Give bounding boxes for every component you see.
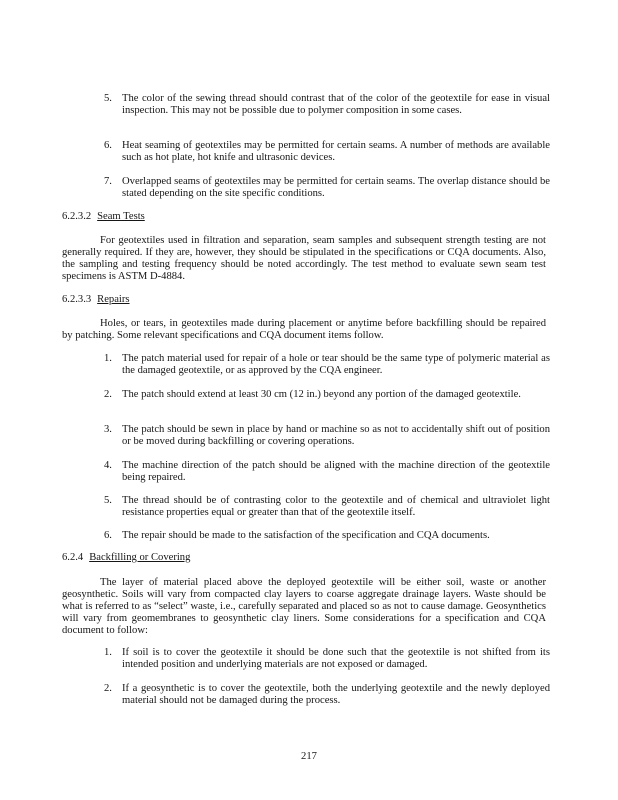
list-item: [104, 683, 550, 707]
list-item: [104, 353, 550, 377]
section-number: 6.2.4: [62, 552, 84, 563]
page-number: 217: [301, 751, 317, 762]
list-item-number: 5.: [104, 495, 112, 506]
list-item-number: 2.: [104, 683, 112, 694]
list-item-number: 2.: [104, 389, 112, 400]
section-title: Seam Tests: [97, 211, 145, 222]
list-item-number: 6.: [104, 530, 112, 541]
section-number: 6.2.3.3: [62, 294, 92, 305]
list-item: [104, 389, 550, 401]
list-item-text: The patch should extend at least 30 cm (12 in.) beyond any portion of the damaged geotextile.: [122, 389, 521, 400]
list-item-number: 3.: [104, 424, 112, 435]
list-item-text: The thread should be of contrasting color to the geotextile and of chemical and ultraviolet light resistance properties equal or greater than that of the geotextile itself.: [122, 495, 550, 518]
list-item-number: 4.: [104, 460, 112, 471]
paragraph-repairs: Holes, or tears, in geotextiles made during placement or anytime before backfilling should be repaired by patching. Some relevant specifications and CQA document items follow.: [62, 318, 546, 341]
paragraph-seam-tests: For geotextiles used in filtration and separation, seam samples and subsequent strength testing are not generally required. If they are, however, they should be stipulated in the specifications or CQA documents. Also, the sampling and testing frequency should be noted accordingly. The test method to evaluate sewn seam test specimens is ASTM D-4884.: [62, 235, 546, 282]
list-item-text: Heat seaming of geotextiles may be permitted for certain seams. A number of methods are available such as hot plate, hot knife and ultrasonic devices.: [122, 140, 550, 163]
list-item-text: If soil is to cover the geotextile it should be done such that the geotextile is not shifted from its intended position and underlying materials are not exposed or damaged.: [122, 647, 550, 670]
section-heading-repairs: [62, 294, 130, 306]
list-item-number: 1.: [104, 647, 112, 658]
list-item-number: 6.: [104, 140, 112, 151]
list-item-text: Overlapped seams of geotextiles may be permitted for certain seams. The overlap distance should be stated depending on the site specific conditions.: [122, 176, 550, 199]
list-item-text: The patch material used for repair of a hole or tear should be the same type of polymeric material as the damaged geotextile, or as approved by the CQA engineer.: [122, 353, 550, 376]
section-heading-backfilling: [62, 552, 190, 564]
list-item-text: If a geosynthetic is to cover the geotextile, both the underlying geotextile and the newly deployed material should not be damaged during the process.: [122, 683, 550, 706]
list-item-number: 5.: [104, 93, 112, 104]
list-item-text: The repair should be made to the satisfaction of the specification and CQA documents.: [122, 530, 490, 541]
list-item: [104, 495, 550, 519]
list-item: [104, 530, 550, 542]
section-number: 6.2.3.2: [62, 211, 92, 222]
list-item: [104, 460, 550, 484]
list-item-number: 1.: [104, 353, 112, 364]
list-item-text: The machine direction of the patch should be aligned with the machine direction of the geotextile being repaired.: [122, 460, 550, 483]
list-item: [104, 176, 550, 200]
list-item: [104, 93, 550, 117]
list-item: [104, 647, 550, 671]
paragraph-backfilling: The layer of material placed above the deployed geotextile will be either soil, waste or another geosynthetic. Soils will vary from compacted clay layers to coarse aggregate drainage layers. Waste should be what is referred to as “select” waste, i.e., carefully separated and placed so as not to cause damage. Geosynthetics will vary from geomembranes to geosynthetic clay liners. Some considerations for a specification and CQA document to follow:: [62, 577, 546, 636]
list-item-text: The color of the sewing thread should contrast that of the color of the geotextile for ease in visual inspection. This may not be possible due to polymer composition in some cases.: [122, 93, 550, 116]
list-item-text: The patch should be sewn in place by hand or machine so as not to accidentally shift out of position or be moved during backfilling or covering operations.: [122, 424, 550, 447]
section-title: Backfilling or Covering: [89, 552, 191, 563]
list-item-number: 7.: [104, 176, 112, 187]
section-title: Repairs: [97, 294, 130, 305]
list-item: [104, 424, 550, 448]
list-item: [104, 140, 550, 164]
section-heading-seam-tests: [62, 211, 145, 223]
